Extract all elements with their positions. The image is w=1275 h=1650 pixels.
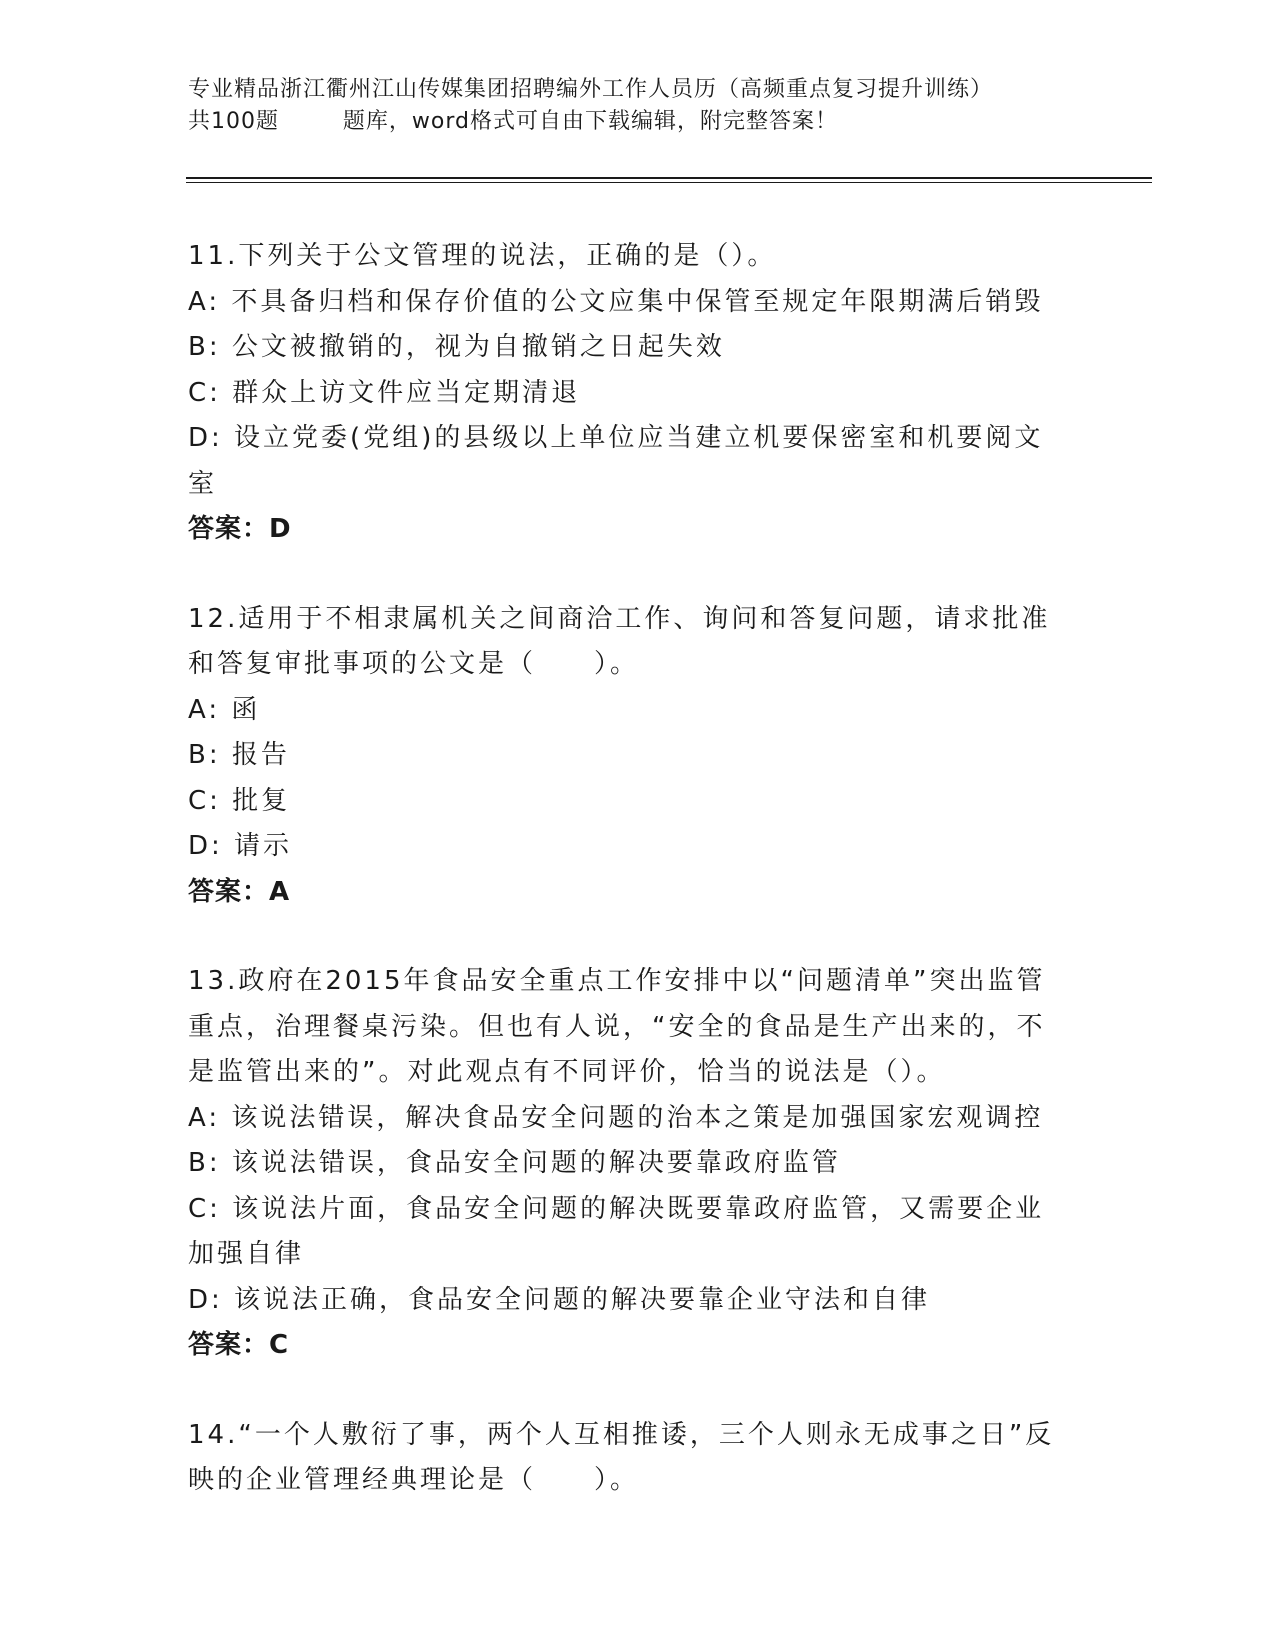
question-text: 11.下列关于公文管理的说法，正确的是（）。 [188,241,777,271]
option-c: C: 群众上访文件应当定期清退 [188,377,581,408]
question-list [188,234,1068,1548]
option-b: B: 公文被撤销的，视为自撤销之日起失效 [188,332,725,362]
question-12 [188,597,1068,916]
header-divider-thin [186,182,1152,183]
option-d: D: 该说法正确，食品安全问题的解决要靠企业守法和自律 [188,1284,931,1315]
question-text: 13.政府在2015年食品安全重点工作安排中以“问题清单”突出监管重点，治理餐桌污染。但也有人说，“安全的食品是生产出来的，不是监管出来的”。对此观点有不同评价，恰当的说法是（）。 [188,966,1046,1087]
option-c: C: 该说法片面，食品安全问题的解决既要靠政府监管，又需要企业加强自律 [188,1193,1045,1269]
header-subtitle-line: 共100题 题库，word格式可自由下载编辑，附完整答案！ [188,109,839,134]
option-a: A: 不具备归档和保存价值的公文应集中保管至规定年限期满后销毁 [188,286,1044,317]
question-text: 14.“一个人敷衍了事，两个人互相推诿，三个人则永无成事之日”反映的企业管理经典理论是（ ）。 [188,1419,1055,1495]
header-divider-thick [186,177,1152,179]
question-14 [188,1413,1068,1504]
header-title-line: 专业精品浙江衢州江山传媒集团招聘编外工作人员历（高频重点复习提升训练） [188,77,994,102]
answer-line: 答案：C [188,1330,290,1360]
option-d: D: 设立党委(党组)的县级以上单位应当建立机要保密室和机要阅文室 [188,423,1044,499]
question-11 [188,234,1068,553]
option-d: D: 请示 [188,831,293,861]
answer-line: 答案：D [188,514,292,544]
question-13 [188,959,1068,1369]
option-a: A: 该说法错误，解决食品安全问题的治本之策是加强国家宏观调控 [188,1102,1044,1133]
option-b: B: 报告 [188,740,290,770]
answer-line: 答案：A [188,876,291,907]
question-text: 12.适用于不相隶属机关之间商洽工作、询问和答复问题，请求批准和答复审批事项的公文是（ ）。 [188,603,1051,679]
option-c: C: 批复 [188,785,291,816]
option-b: B: 该说法错误，食品安全问题的解决要靠政府监管 [188,1148,841,1178]
document-header [188,74,1088,138]
option-a: A: 函 [188,694,261,725]
